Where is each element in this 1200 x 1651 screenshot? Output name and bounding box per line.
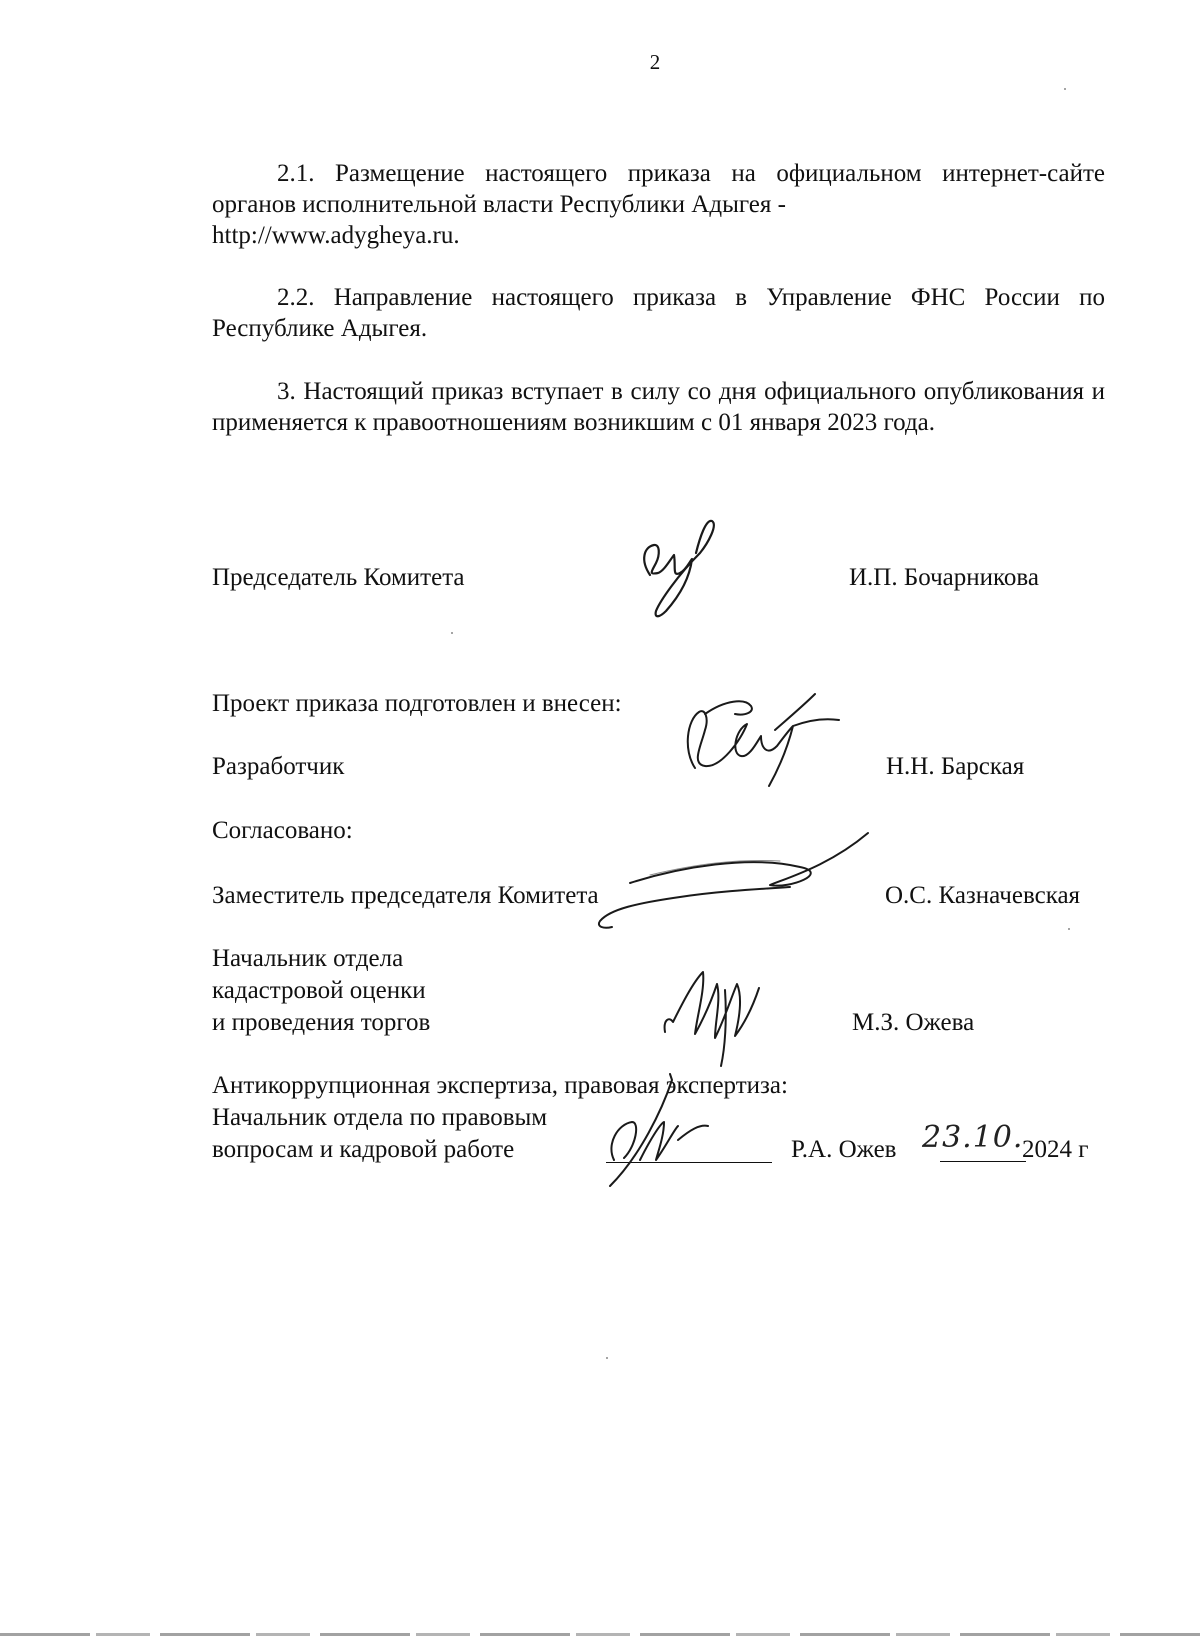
prepared-heading: Проект приказа подготовлен и внесен: — [212, 690, 622, 717]
cadastral-title-line2: кадастровой оценки — [212, 977, 426, 1004]
deputy-signature — [590, 825, 910, 935]
date-underline — [940, 1161, 1026, 1162]
legal-head-signature — [600, 1060, 740, 1190]
website-url: http://www.adygheya.ru. — [212, 222, 460, 249]
deputy-title: Заместитель председателя Комитета — [212, 882, 599, 909]
paragraph-2-2: 2.2. Направление настоящего приказа в Управление ФНС России по Республике Адыгея. — [212, 284, 1105, 342]
cadastral-head-signature — [655, 960, 775, 1070]
scan-edge-line — [0, 1633, 1200, 1636]
legal-head-name: Р.А. Ожев — [791, 1136, 897, 1163]
developer-signature — [665, 690, 845, 790]
paragraph-2-1-text: 2.1. Размещение настоящего приказа на официальном интернет-сайте органов исполнительной власти Республики Адыгея - — [212, 160, 1105, 218]
legal-date-year: 2024 г — [1022, 1136, 1089, 1163]
expertise-heading: Антикоррупционная экспертиза, правовая экспертиза: — [212, 1072, 788, 1099]
developer-title: Разработчик — [212, 753, 345, 780]
cadastral-head-name: М.З. Ожева — [852, 1009, 975, 1036]
scan-speck — [451, 632, 453, 634]
paragraph-2-1 — [212, 158, 1105, 251]
developer-name: Н.Н. Барская — [886, 753, 1025, 780]
page-number: 2 — [649, 50, 661, 74]
deputy-name: О.С. Казначевская — [885, 882, 1081, 909]
scan-speck — [1068, 928, 1070, 930]
agreed-heading: Согласовано: — [212, 817, 353, 844]
cadastral-title-line1: Начальник отдела — [212, 945, 404, 972]
legal-title-line1: Начальник отдела по правовым — [212, 1104, 548, 1131]
scan-speck — [606, 1357, 608, 1359]
paragraph-3: 3. Настоящий приказ вступает в силу со дня официального опубликования и применяется к правоотношениям возникшим с 01 января 2023 года. — [212, 378, 1105, 436]
handwritten-date: 23.10. — [922, 1120, 1024, 1155]
chair-signature — [630, 515, 750, 625]
chair-name: И.П. Бочарникова — [849, 564, 1039, 591]
legal-title-line2: вопросам и кадровой работе — [212, 1136, 515, 1163]
chair-title: Председатель Комитета — [212, 564, 465, 591]
scan-speck — [1064, 88, 1066, 90]
cadastral-title-line3: и проведения торгов — [212, 1009, 431, 1036]
